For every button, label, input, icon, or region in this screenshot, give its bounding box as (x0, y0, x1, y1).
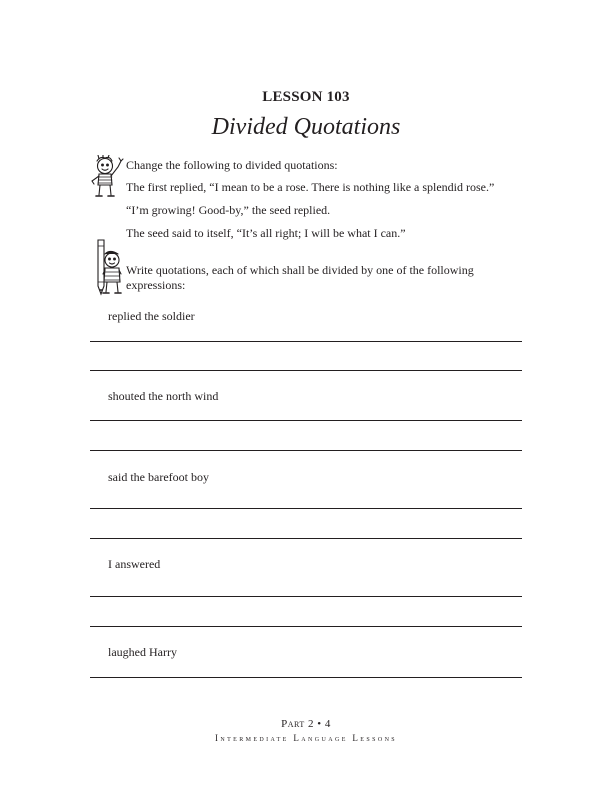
writing-line[interactable] (90, 370, 522, 371)
writing-line[interactable] (90, 341, 522, 342)
writing-line[interactable] (90, 508, 522, 509)
writing-line[interactable] (90, 626, 522, 627)
child-pointing-icon (88, 155, 124, 201)
writing-line[interactable] (90, 420, 522, 421)
writing-line[interactable] (90, 677, 522, 678)
writing-line[interactable] (90, 596, 522, 597)
quotation-item-1: The first replied, “I mean to be a rose. There is nothing like a splendid rose.” (126, 180, 495, 194)
lesson-number: LESSON 103 (262, 89, 350, 105)
expression-label: said the barefoot boy (108, 470, 209, 484)
instruction-1: Change the following to divided quotations: (126, 158, 338, 172)
quotation-item-2: “I’m growing! Good-by,” the seed replied. (126, 203, 331, 217)
page-number: Part 2 • 4 (281, 718, 331, 730)
writing-line[interactable] (90, 538, 522, 539)
expression-label: I answered (108, 557, 161, 571)
expression-label: replied the soldier (108, 309, 195, 323)
expression-label: shouted the north wind (108, 389, 219, 403)
writing-line[interactable] (90, 450, 522, 451)
quotation-item-3: The seed said to itself, “It’s all right; I will be what I can.” (126, 226, 406, 240)
expression-label: laughed Harry (108, 645, 177, 659)
book-title: Intermediate Language Lessons (214, 733, 398, 743)
page-title: Divided Quotations (211, 114, 401, 140)
instruction-2: Write quotations, each of which shall be divided by one of the following expressions: (126, 263, 474, 292)
child-pencil-icon (88, 238, 124, 300)
